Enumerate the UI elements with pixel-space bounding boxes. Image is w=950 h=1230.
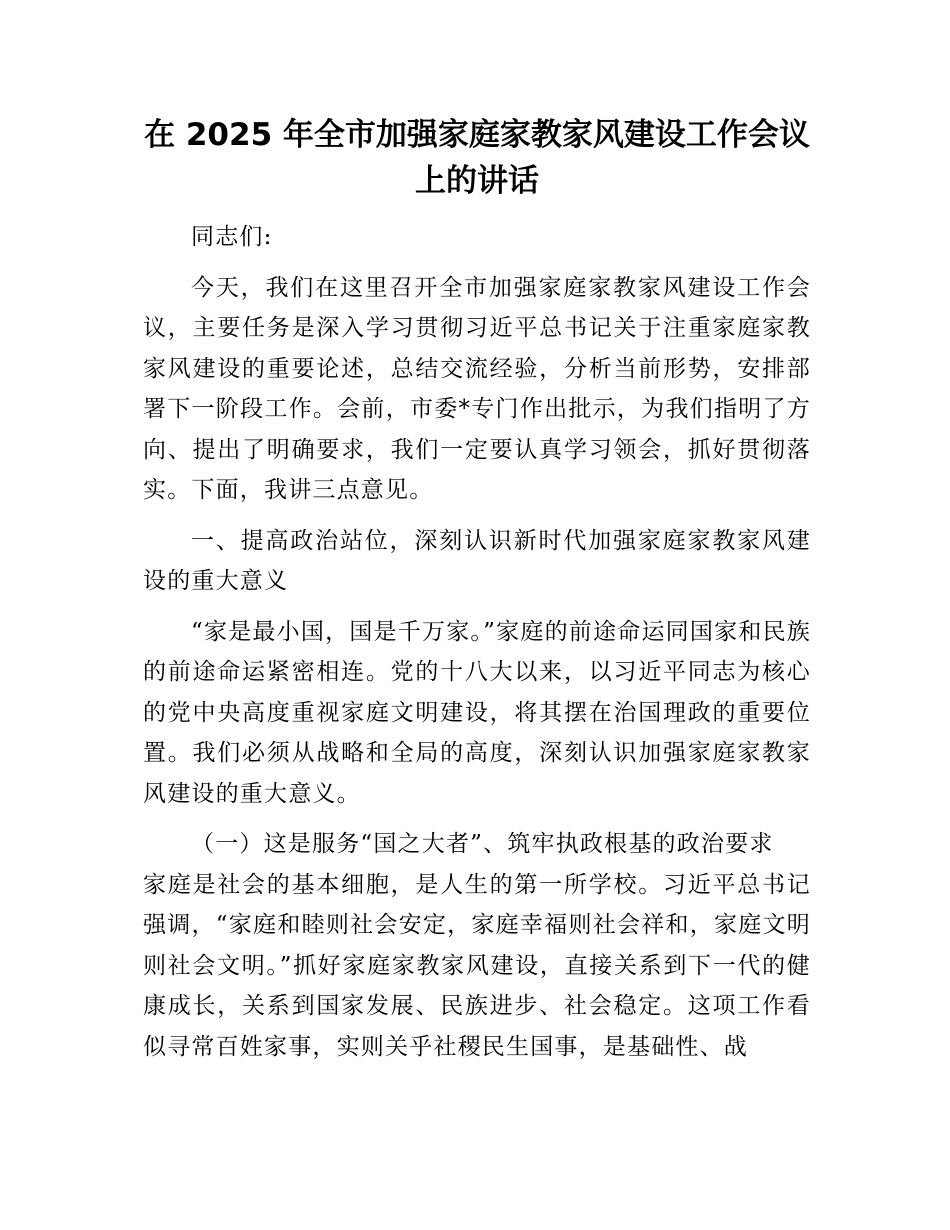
section-heading-1: 一、提高政治站位，深刻认识新时代加强家庭家教家风建设的重大意义 — [143, 527, 811, 594]
paragraph-section-1-intro: “家是最小国，国是千万家。”家庭的前途命运同国家和民族的前途命运紧密相连。党的十八大以来，以习近平同志为核心的党中央高度重视家庭文明建设，将其摆在治国理政的重要位置。我们必须从战略和全局的高度，深刻认识加强家庭家教家风建设的重大意义。 — [143, 618, 811, 807]
subsection-heading-1: （一）这是服务“国之大者”、筑牢执政根基的政治要求 — [191, 831, 774, 857]
document-title: 在 2025 年全市加强家庭家教家风建设工作会议上的讲话 — [144, 117, 810, 199]
document-page — [143, 112, 811, 1067]
paragraph-opening: 今天，我们在这里召开全市加强家庭家教家风建设工作会议，主要任务是深入学习贯彻习近平总书记关于注重家庭家教家风建设的重要论述，总结交流经验，分析当前形势，安排部署下一阶段工作。会前，市委*专门作出批示，为我们指明了方向、提出了明确要求，我们一定要认真学习领会，抓好贯彻落实。下面，我讲三点意见。 — [143, 274, 811, 503]
paragraph-subsection-1: 家庭是社会的基本细胞，是人生的第一所学校。习近平总书记强调，“家庭和睦则社会安定，家庭幸福则社会祥和，家庭文明则社会文明。”抓好家庭家教家风建设，直接关系到下一代的健康成长，关系到国家发展、民族进步、社会稳定。这项工作看似寻常百姓家事，实则关乎社稷民生国事，是基础性、战 — [143, 871, 811, 1060]
salutation: 同志们: — [191, 224, 273, 250]
